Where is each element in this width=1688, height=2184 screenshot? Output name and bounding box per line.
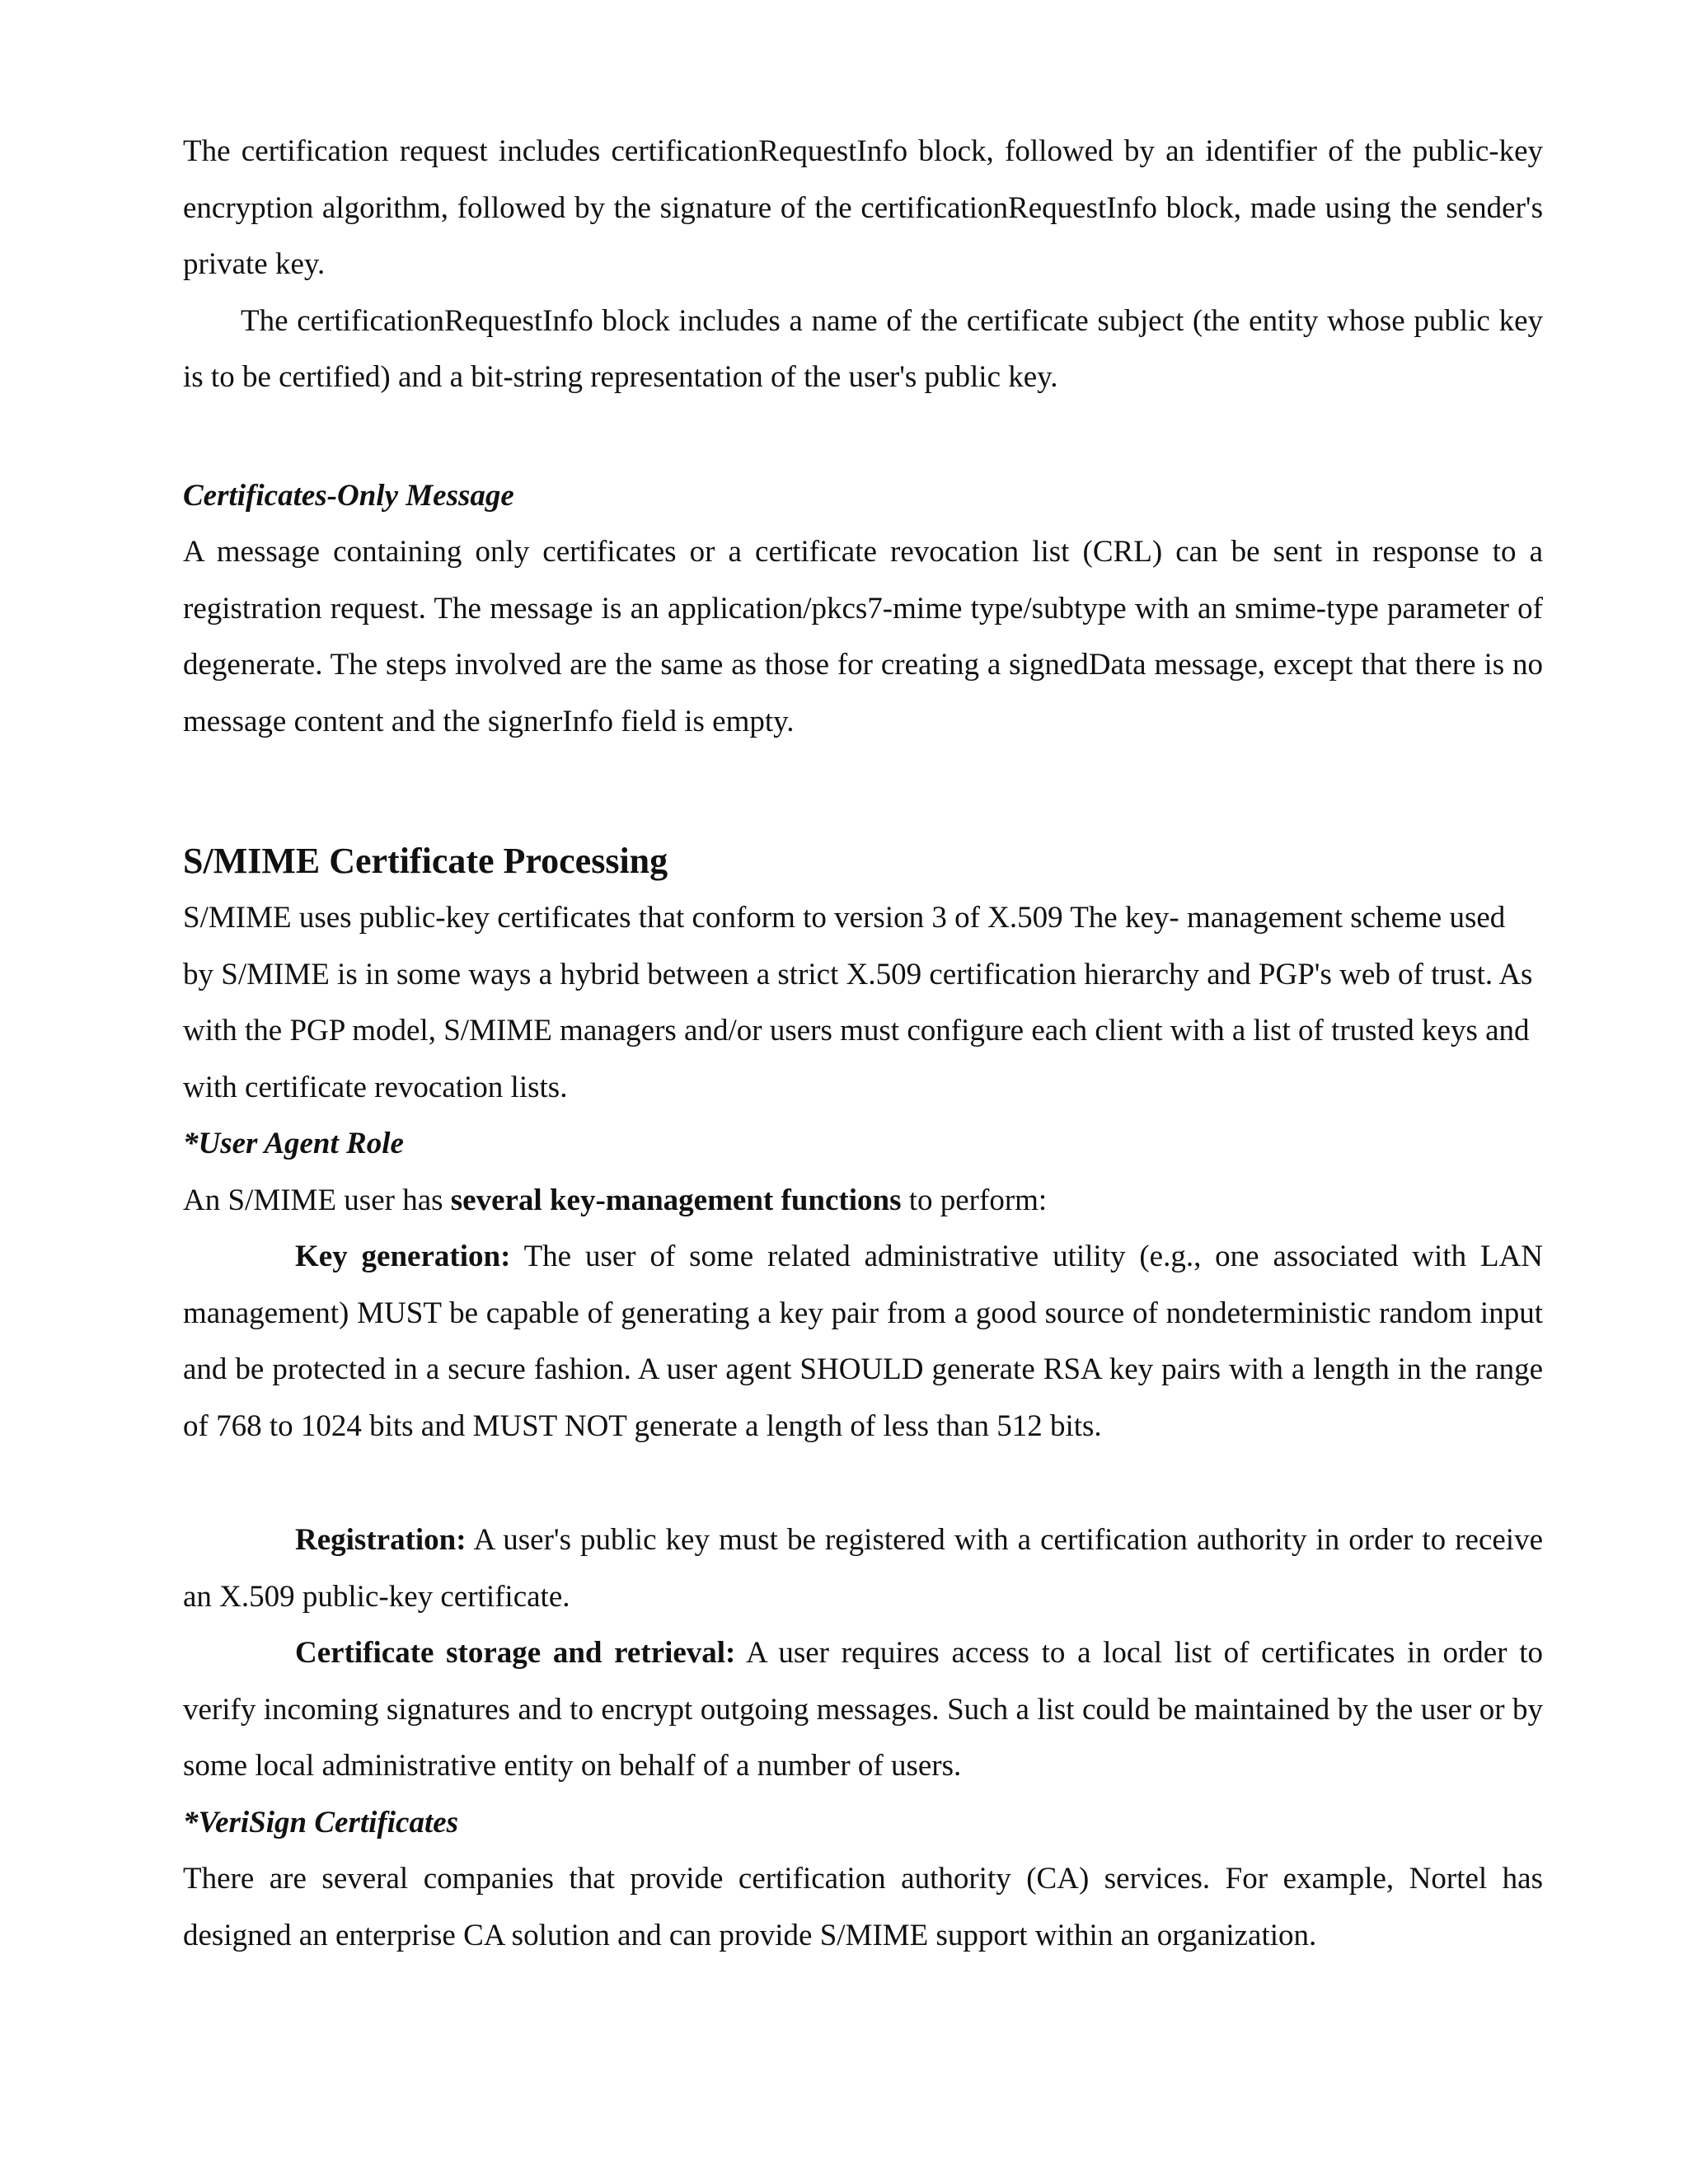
paragraph-user-agent-intro <box>183 1173 1543 1230</box>
text-registration: A user's public key must be registered with a certification authority in order to receive an X.509 public-key certificate. <box>183 1523 1543 1614</box>
text-storage-retrieval: A user requires access to a local list of certificates in order to verify incoming signatures and to encrypt outgoing messages. Such a list could be maintained by the user or by some local administrative entity on behalf of a number of users. <box>183 1636 1543 1783</box>
intro-text-end: to perform: <box>901 1183 1048 1217</box>
heading-verisign-certificates: *VeriSign Certificates <box>183 1805 459 1840</box>
section-title-certificate-processing: S/MIME Certificate Processing <box>183 841 668 881</box>
intro-emphasis: several key-management functions <box>450 1183 902 1217</box>
heading-user-agent-role: *User Agent Role <box>183 1127 404 1160</box>
label-key-generation: Key generation: <box>295 1240 511 1273</box>
intro-text: An S/MIME user has <box>183 1183 451 1217</box>
paragraph-verisign: There are several companies that provide certification authority (CA) services. For example, Nortel has designed an enterprise CA solution and can provide S/MIME support within an organization. <box>183 1862 1543 1952</box>
text-key-generation: The user of some related administrative utility (e.g., one associated with LAN management) MUST be capable of generating a key pair from a good source of nondeterministic random input and be protected in a secure fashion. A user agent SHOULD generate RSA key pairs with a length in the range of 768 to 1024 bits and MUST NOT generate a length of less than 512 bits. <box>183 1240 1544 1443</box>
paragraph-certification-request: The certification request includes certificationRequestInfo block, followed by an identifier of the public-key encryption algorithm, followed by the signature of the certificationRequestInfo block, made using the sender's private key. <box>183 134 1543 281</box>
paragraph-request-info: The certificationRequestInfo block includes a name of the certificate subject (the entity whose public key is to be certified) and a bit-string representation of the user's public key. <box>183 303 1543 394</box>
paragraph-key-generation <box>183 1229 1543 1455</box>
spacer <box>183 1455 1543 1512</box>
paragraph-certificate-processing: S/MIME uses public-key certificates that conform to version 3 of X.509 The key- management scheme used by S/MIME is in some ways a hybrid between a strict X.509 certification hierarchy and PGP's web of trust. As with the PGP model, S/MIME managers and/or users must configure each client with a list of trusted keys and with certificate revocation lists. <box>183 901 1533 1104</box>
label-registration: Registration: <box>295 1523 467 1557</box>
paragraph-certificates-only: A message containing only certificates or a certificate revocation list (CRL) can be sent in response to a registration request. The message is an application/pkcs7-mime type/subtype with an smime-type parameter of degenerate. The steps involved are the same as those for creating a signedData message, except that there is no message content and the signerInfo field is empty. <box>183 535 1543 738</box>
label-storage-retrieval: Certificate storage and retrieval: <box>295 1636 736 1670</box>
paragraph-registration <box>183 1512 1543 1625</box>
heading-certificates-only: Certificates-Only Message <box>183 478 514 513</box>
document-page <box>183 124 1543 1964</box>
spacer <box>183 406 1543 468</box>
spacer <box>183 750 1543 832</box>
paragraph-storage-retrieval <box>183 1625 1543 1795</box>
